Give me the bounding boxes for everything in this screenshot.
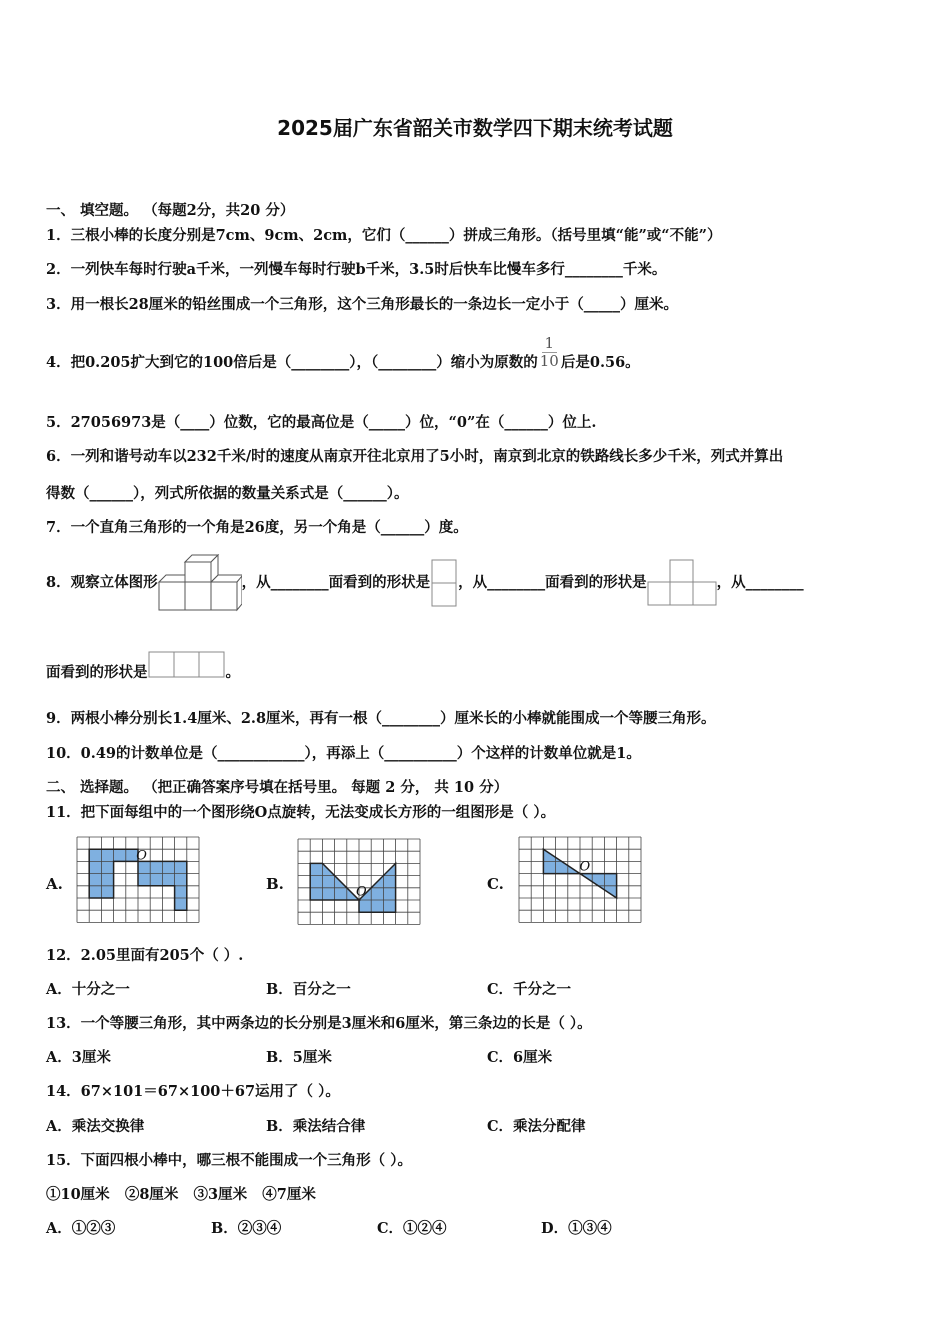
q15-option-a[interactable]: A．①②③ xyxy=(46,1220,116,1237)
fraction xyxy=(540,335,559,370)
question-4-before: 4．把0.205扩大到它的100倍后是（________），（________）缩小为原数的 xyxy=(46,354,538,371)
q14-option-a[interactable]: A．乘法交换律 xyxy=(46,1118,145,1135)
option-c-label: C. xyxy=(487,875,504,893)
question-8-part-1: 8．观察立体图形 xyxy=(46,574,158,591)
question-8 xyxy=(46,553,804,613)
q15-option-b[interactable]: B．②③④ xyxy=(211,1220,282,1237)
q15-option-c[interactable]: C．①②④ xyxy=(377,1220,447,1237)
grid-figure-a xyxy=(76,836,200,926)
view-shape-t-image xyxy=(647,559,717,607)
question-6-line-2: 得数（______），列式所依据的数量关系式是（______）。 xyxy=(46,485,409,502)
q12-option-b[interactable]: B．百分之一 xyxy=(266,981,351,998)
question-10: 10．0.49的计数单位是（____________），再添上（__________）个这样的计数单位就是1。 xyxy=(46,745,641,762)
question-8-part-6: 。 xyxy=(225,664,240,681)
question-8-part-2: ，从________面看到的形状是 xyxy=(241,574,431,591)
question-4-after: 后是0.56。 xyxy=(560,354,640,371)
question-8-line-2 xyxy=(46,650,240,680)
option-b-label: B. xyxy=(266,875,284,893)
question-12: 12．2.05里面有205个（ ）. xyxy=(46,947,244,964)
q12-option-a[interactable]: A．十分之一 xyxy=(46,981,130,998)
q14-option-b[interactable]: B．乘法结合律 xyxy=(266,1118,366,1135)
question-13: 13．一个等腰三角形，其中两条边的长分别是3厘米和6厘米，第三条边的长是（ ）。 xyxy=(46,1015,592,1032)
question-2: 2．一列快车每时行驶a千米，一列慢车每时行驶b千米，3.5时后快车比慢车多行________千米。 xyxy=(46,261,667,278)
question-8-part-4: ，从________ xyxy=(716,574,804,591)
fraction-denominator: 10 xyxy=(539,351,559,370)
q14-option-c[interactable]: C．乘法分配律 xyxy=(487,1118,586,1135)
question-3: 3．用一根长28厘米的铅丝围成一个三角形，这个三角形最长的一条边长一定小于（_____）厘米。 xyxy=(46,296,679,313)
view-shape-vertical-image xyxy=(430,559,458,607)
question-7: 7．一个直角三角形的一个角是26度，另一个角是（______）度。 xyxy=(46,519,468,536)
question-4 xyxy=(46,330,640,374)
fraction-numerator: 1 xyxy=(542,335,558,353)
q12-option-c[interactable]: C．千分之一 xyxy=(487,981,572,998)
point-o-label: O xyxy=(136,848,147,864)
point-o-label: O xyxy=(579,859,591,875)
question-1: 1．三根小棒的长度分别是7cm、9cm、2cm，它们（______）拼成三角形。（括号里填“能”或“不能”） xyxy=(46,227,722,244)
option-a-label: A. xyxy=(46,875,63,893)
q13-option-b[interactable]: B．5厘米 xyxy=(266,1049,332,1066)
section-2-heading: 二、 选择题。 （把正确答案序号填在括号里。 每题 2 分， 共 10 分） xyxy=(46,779,509,796)
view-shape-row-image xyxy=(148,651,226,679)
solid-figure-image xyxy=(158,554,242,612)
q15-option-d[interactable]: D．①③④ xyxy=(541,1220,612,1237)
section-1-heading: 一、 填空题。 （每题2分，共20 分） xyxy=(46,202,295,219)
question-11: 11．把下面每组中的一个图形绕O点旋转，无法变成长方形的一组图形是（ ）。 xyxy=(46,804,556,821)
question-14: 14．67×101＝67×100＋67运用了（ ）。 xyxy=(46,1083,340,1100)
point-o-label: O xyxy=(356,884,367,900)
q13-option-c[interactable]: C．6厘米 xyxy=(487,1049,553,1066)
question-8-part-5: 面看到的形状是 xyxy=(46,664,148,681)
question-9: 9．两根小棒分别长1.4厘米、2.8厘米，再有一根（________）厘米长的小棒就能围成一个等腰三角形。 xyxy=(46,710,716,727)
question-15: 15．下面四根小棒中，哪三根不能围成一个三角形（ ）。 xyxy=(46,1152,412,1169)
grid-figure-b xyxy=(297,838,421,928)
question-5: 5．27056973是（____）位数，它的最高位是（_____）位，“0”在（______）位上. xyxy=(46,414,597,431)
question-8-part-3: ，从________面看到的形状是 xyxy=(458,574,647,591)
question-6-line-1: 6．一列和谐号动车以232千米/时的速度从南京开往北京用了5小时，南京到北京的铁路线长多少千米，列式并算出 xyxy=(46,448,784,465)
q13-option-a[interactable]: A．3厘米 xyxy=(46,1049,111,1066)
grid-figure-c xyxy=(518,836,642,926)
page-title: 2025届广东省韶关市数学四下期末统考试题 xyxy=(277,116,673,140)
q15-sticks: ①10厘米 ②8厘米 ③3厘米 ④7厘米 xyxy=(46,1186,316,1203)
